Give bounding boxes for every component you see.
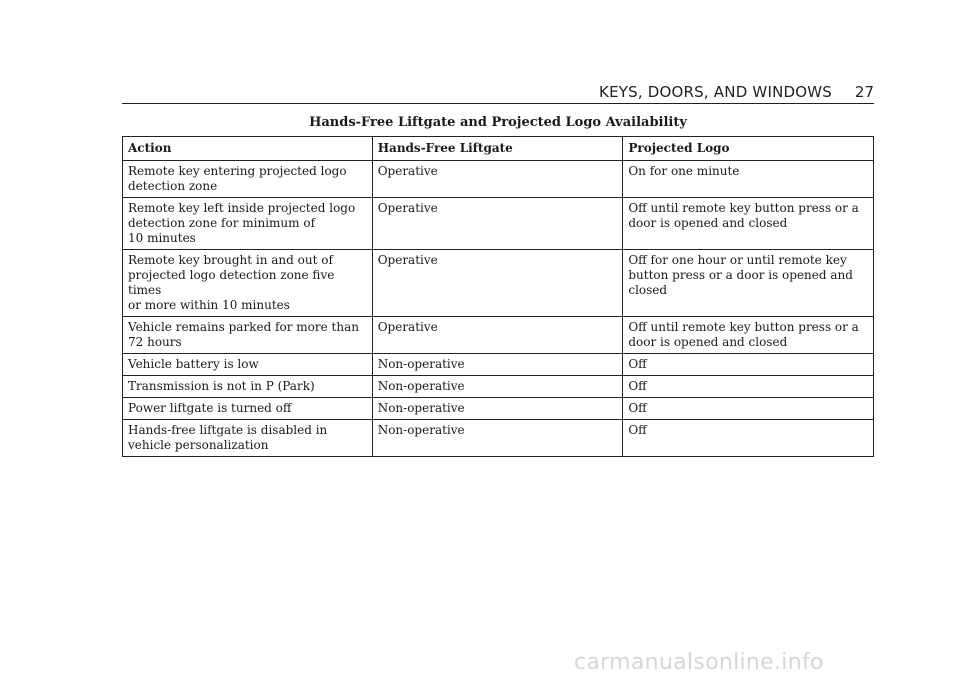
cell-action	[123, 250, 373, 317]
table-row	[123, 354, 874, 376]
cell-line: Hands-free liftgate is disabled in	[128, 423, 328, 437]
cell-liftgate: Operative	[372, 250, 623, 317]
cell-logo: On for one minute	[623, 161, 874, 198]
cell-line: button press or a door is opened and	[628, 268, 853, 282]
table-row	[123, 250, 874, 317]
table-header-row	[123, 137, 874, 161]
table-row	[123, 317, 874, 354]
cell-line: Remote key left inside projected logo	[128, 201, 356, 215]
cell-liftgate: Non-operative	[372, 420, 623, 457]
cell-action: Transmission is not in P (Park)	[123, 376, 373, 398]
cell-line: or more within 10 minutes	[128, 298, 290, 312]
cell-line: door is opened and closed	[628, 335, 788, 349]
cell-line: Off until remote key button press or a	[628, 320, 859, 334]
table-row	[123, 398, 874, 420]
watermark: carmanualsonline.info	[574, 650, 824, 675]
cell-line: detection zone for minimum of	[128, 216, 316, 230]
cell-action	[123, 161, 373, 198]
table-row	[123, 420, 874, 457]
section-title: KEYS, DOORS, AND WINDOWS	[599, 83, 832, 101]
cell-action	[123, 317, 373, 354]
cell-liftgate: Non-operative	[372, 376, 623, 398]
cell-liftgate: Non-operative	[372, 398, 623, 420]
cell-line: Vehicle remains parked for more than	[128, 320, 359, 334]
column-header-logo: Projected Logo	[623, 137, 874, 161]
page-number: 27	[854, 83, 874, 101]
cell-liftgate: Operative	[372, 317, 623, 354]
cell-line: projected logo detection zone five times	[128, 268, 335, 297]
cell-logo	[623, 250, 874, 317]
table-title: Hands-Free Liftgate and Projected Logo Availability	[309, 115, 687, 130]
page-header	[122, 83, 874, 104]
cell-line: detection zone	[128, 179, 218, 193]
cell-logo: Off	[623, 354, 874, 376]
cell-line: Remote key entering projected logo	[128, 164, 347, 178]
cell-line: 72 hours	[128, 335, 182, 349]
cell-line: door is opened and closed	[628, 216, 788, 230]
cell-line: vehicle personalization	[128, 438, 269, 452]
cell-line: 10 minutes	[128, 231, 196, 245]
cell-liftgate: Non-operative	[372, 354, 623, 376]
cell-logo	[623, 198, 874, 250]
table-row	[123, 161, 874, 198]
availability-table	[122, 136, 874, 457]
cell-line: closed	[628, 283, 668, 297]
cell-logo: Off	[623, 420, 874, 457]
table-row	[123, 376, 874, 398]
cell-logo: Off	[623, 398, 874, 420]
cell-liftgate: Operative	[372, 161, 623, 198]
cell-action	[123, 198, 373, 250]
cell-line: Off until remote key button press or a	[628, 201, 859, 215]
cell-liftgate: Operative	[372, 198, 623, 250]
cell-line: Remote key brought in and out of	[128, 253, 333, 267]
column-header-action: Action	[123, 137, 373, 161]
cell-action: Power liftgate is turned off	[123, 398, 373, 420]
cell-logo	[623, 317, 874, 354]
cell-logo: Off	[623, 376, 874, 398]
column-header-liftgate: Hands-Free Liftgate	[372, 137, 623, 161]
cell-action: Vehicle battery is low	[123, 354, 373, 376]
cell-line: Off for one hour or until remote key	[628, 253, 847, 267]
table-row	[123, 198, 874, 250]
cell-action	[123, 420, 373, 457]
